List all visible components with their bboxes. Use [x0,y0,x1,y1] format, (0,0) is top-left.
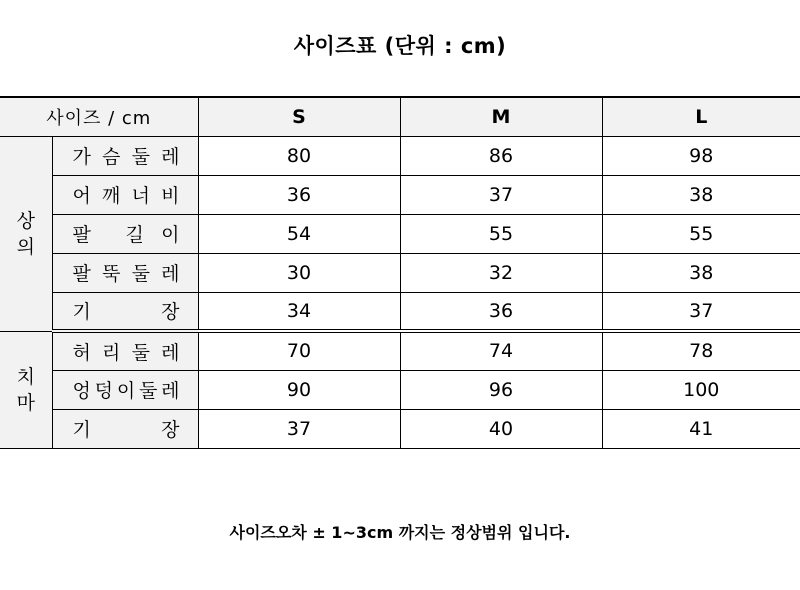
measure-label [52,214,198,253]
measure-label [52,370,198,409]
measure-char: 엉 [72,380,91,402]
measure-char: 뚝 [102,263,121,285]
size-table [0,96,800,449]
value-cell: 36 [400,292,602,331]
measure-char: 슴 [102,146,121,168]
measure-char: 이 [116,380,136,402]
measure-char: 레 [161,263,180,285]
header-size-l: L [602,97,800,136]
value-cell: 54 [198,214,400,253]
measure-char: 너 [131,185,150,207]
measure-char: 둘 [138,380,158,402]
value-cell: 55 [602,214,800,253]
measure-label [52,175,198,214]
value-cell: 40 [400,409,602,448]
group-label-char: 상 [16,209,35,232]
group-label-top [0,136,52,331]
measure-char: 레 [161,341,180,364]
measure-char: 레 [161,380,180,402]
measure-char: 길 [125,224,144,246]
value-cell: 86 [400,136,602,175]
measure-label [52,409,198,448]
value-cell: 96 [400,370,602,409]
measure-char: 리 [102,341,121,364]
header-size-m: M [400,97,602,136]
value-cell: 100 [602,370,800,409]
measure-label [52,136,198,175]
measure-char: 덩 [94,380,114,402]
group-label-char: 의 [16,235,35,258]
group-label-char: 마 [16,391,35,414]
header-label: 사이즈 / cm [0,97,198,136]
table-row [0,409,800,448]
measure-char: 둘 [131,341,150,364]
page-title: 사이즈표 (단위 : cm) [293,34,507,58]
table-row [0,136,800,175]
group-label-char: 치 [16,365,35,388]
measure-char: 기 [72,419,91,441]
value-cell: 36 [198,175,400,214]
value-cell: 37 [198,409,400,448]
measure-char: 레 [161,146,180,168]
table-header-row [0,97,800,136]
tolerance-note: 사이즈오차 ± 1~3cm 까지는 정상범위 입니다. [229,523,571,542]
measure-char: 허 [72,341,91,364]
value-cell: 34 [198,292,400,331]
measure-char: 깨 [102,185,121,207]
value-cell: 38 [602,175,800,214]
measure-label [52,253,198,292]
measure-char: 둘 [131,263,150,285]
measure-char: 가 [72,146,91,168]
value-cell: 55 [400,214,602,253]
table-row [0,370,800,409]
value-cell: 78 [602,331,800,370]
value-cell: 74 [400,331,602,370]
measure-char: 팔 [72,224,91,246]
table-row [0,331,800,370]
table-row [0,292,800,331]
measure-char: 이 [161,224,180,246]
value-cell: 38 [602,253,800,292]
value-cell: 30 [198,253,400,292]
table-row [0,253,800,292]
measure-char: 둘 [131,146,150,168]
measure-char: 비 [161,185,180,207]
measure-char: 어 [72,185,91,207]
measure-char: 기 [72,301,91,324]
table-row [0,175,800,214]
table-row [0,214,800,253]
header-size-s: S [198,97,400,136]
value-cell: 37 [602,292,800,331]
value-cell: 37 [400,175,602,214]
measure-char: 장 [161,301,180,324]
value-cell: 70 [198,331,400,370]
value-cell: 98 [602,136,800,175]
value-cell: 90 [198,370,400,409]
measure-label [52,331,198,370]
value-cell: 32 [400,253,602,292]
measure-char: 장 [161,419,180,441]
measure-label [52,292,198,331]
measure-char: 팔 [72,263,91,285]
value-cell: 41 [602,409,800,448]
group-label-skirt [0,331,52,448]
value-cell: 80 [198,136,400,175]
